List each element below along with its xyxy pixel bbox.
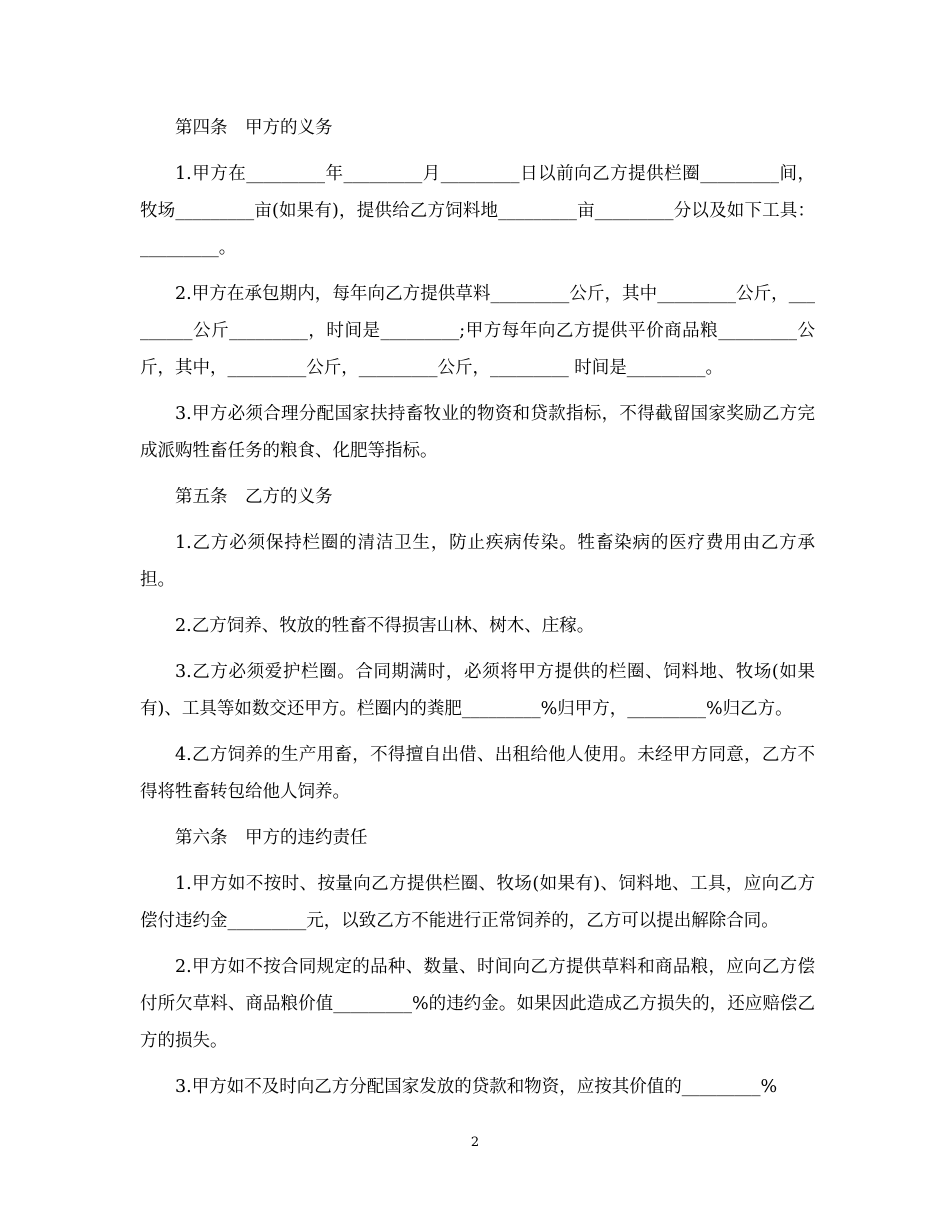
paragraph-5-3: 3.乙方必须爱护栏圈。合同期满时，必须将甲方提供的栏圈、饲料地、牧场(如果有)、工具等如数交还甲方。栏圈内的粪肥_________%归甲方，_________%归乙方。 xyxy=(140,662,815,719)
document-body xyxy=(140,110,815,1115)
paragraph-4-2: 2.甲方在承包期内，每年向乙方提供草料_________公斤，其中_________公斤，_________公斤_________，时间是_________;甲方每年向乙方提供平价商品粮_________公斤，其中，_________公斤，_________公斤，_________ 时间是_________。 xyxy=(140,284,815,378)
paragraph-6-3: 3.甲方如不及时向乙方分配国家发放的贷款和物资，应按其价值的_________% xyxy=(175,1077,778,1097)
heading-article-4: 第四条 甲方的义务 xyxy=(175,118,333,138)
paragraph-6-1: 1.甲方如不按时、按量向乙方提供栏圈、牧场(如果有)、饲料地、工具，应向乙方偿付违约金_________元，以致乙方不能进行正常饲养的，乙方可以提出解除合同。 xyxy=(140,874,815,931)
paragraph-4-3: 3.甲方必须合理分配国家扶持畜牧业的物资和贷款指标，不得截留国家奖励乙方完成派购牲畜任务的粮食、化肥等指标。 xyxy=(140,404,815,461)
heading-article-5: 第五条 乙方的义务 xyxy=(175,487,333,507)
paragraph-5-1: 1.乙方必须保持栏圈的清洁卫生，防止疾病传染。牲畜染病的医疗费用由乙方承担。 xyxy=(140,533,815,590)
paragraph-6-2: 2.甲方如不按合同规定的品种、数量、时间向乙方提供草料和商品粮，应向乙方偿付所欠草料、商品粮价值_________%的违约金。如果因此造成乙方损失的，还应赔偿乙方的损失。 xyxy=(140,957,815,1051)
page-number: 2 xyxy=(470,1135,480,1150)
paragraph-4-1: 1.甲方在_________年_________月_________日以前向乙方提供栏圈_________间，牧场_________亩(如果有)，提供给乙方饲料地_________亩_________分以及如下工具：_________。 xyxy=(140,164,815,258)
paragraph-5-4: 4.乙方饲养的生产用畜，不得擅自出借、出租给他人使用。未经甲方同意，乙方不得将牲畜转包给他人饲养。 xyxy=(140,745,815,802)
heading-article-6: 第六条 甲方的违约责任 xyxy=(175,828,368,848)
paragraph-5-2: 2.乙方饲养、牧放的牲畜不得损害山林、树木、庄稼。 xyxy=(175,616,595,636)
